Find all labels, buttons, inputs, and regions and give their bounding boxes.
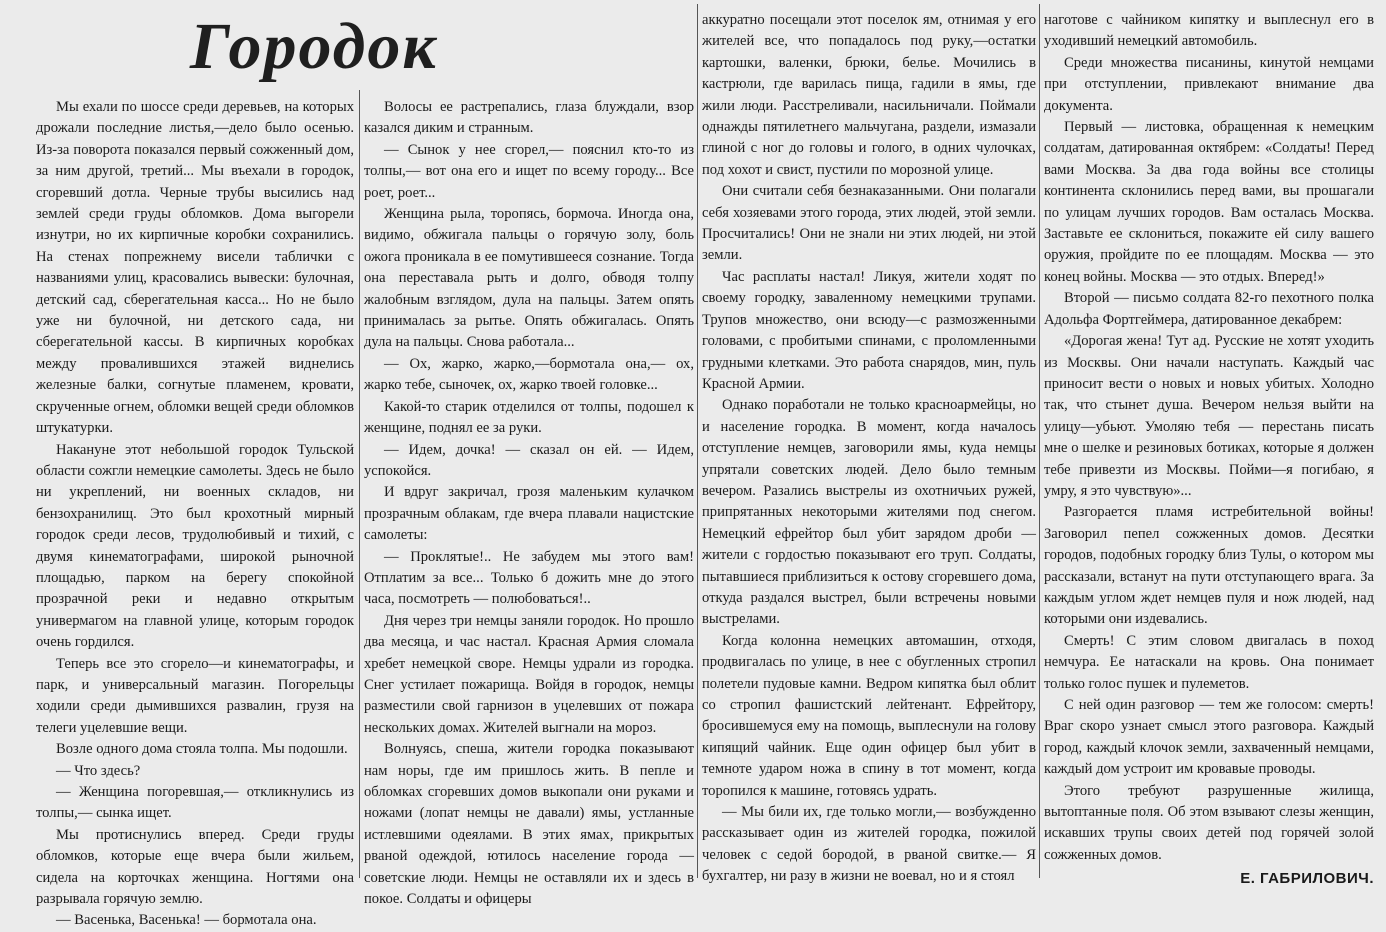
- paragraph: — Что здесь?: [56, 762, 141, 779]
- article-column-1: [36, 0, 354, 929]
- paragraph: Накануне этот небольшой городок Тульской области сожгли немецкие самолеты. Здесь не было ни укреплений, ни военных складов, ни бензохранилищ. Это был крохотный мирный городок среди лесов, трудолюбивый и тихий, с двумя кинематографами, широкой рыночной площадью, парком на берегу спокойной прозрачной реки и недавно открытым универмагом на главной улице, которым городок очень гордился.: [36, 441, 354, 651]
- paragraph: Мы ехали по шоссе среди деревьев, на которых дрожали последние листья,—дело было осенью. Из-за поворота показался первый сожженный дом, за ним другой, третий... Мы въехали в городок, сгоревший дотла. Черные трубы высились над землей среди груды обломков. Дома выгорели изнутри, но их кирпичные коробки сохранились. На стенах попрежнему висели таблички с названиями улиц, красовались вывески: булочная, детский сад, сберегательная касса... Но не было уже ни булочной, ни детского сада, ни сберегательной кассы. В кирпичных коробках между провалившихся этажей виднелись железные балки, согнутые пламенем, кровати, скрученные огнем, обломки вещей среди обломков штукатурки.: [36, 99, 354, 437]
- paragraph: Женщина рыла, торопясь, бормоча. Иногда она, видимо, обжигала пальцы о горячую золу, боль ожога проникала в ее помутившееся сознание. Тогда она переставала рыть и долго, обводя толпу жалобным взглядом, дула на пальцы. Затем опять принималась за рытье. Опять обжигалась. Опять дула на пальцы. Снова работала...: [364, 206, 694, 351]
- paragraph: — Мы били их, где только могли,— возбужденно рассказывает один из жителей городка, пожилой человек с седой бородой, в рваной свитке.— Я бухгалтер, ни разу в жизни не воевал, но и я стоял: [702, 804, 1036, 885]
- author-signature: Е. ГАБРИЛОВИЧ.: [1240, 870, 1374, 888]
- paragraph: аккуратно посещали этот поселок ям, отнимая у его жителей все, что попадалось под руку,—остатки картошки, валенки, брюки, белье. Мочились в кастрюли, где варилась пища, гадили в ямы, где жили люди. Расстреливали, насильничали. Поймали однажды пятилетнего мальчугана, раздели, измазали глиной с ног до головы и голого, в одних чулочках, под хохот и свист, пустили по морозной улице.: [702, 12, 1036, 178]
- paragraph: Разгорается пламя истребительной войны! Заговорил пепел сожженных домов. Десятки городов, подобных городку близ Тулы, о котором мы рассказали, встанут на пути отступающего врага. За каждым углом ждет немцев пуля и нож людей, над которыми они издевались.: [1044, 504, 1374, 628]
- paragraph: Среди множества писанины, кинутой немцами при отступлении, привлекают внимание два документа.: [1044, 54, 1374, 114]
- article-column-3: [702, 0, 1036, 892]
- paragraph: Волнуясь, спеша, жители городка показывают нам норы, где им пришлось жить. В пепле и обломках сгоревших домов выкопали они руками и ножами (лопат немцы не давали) ямы, устланные истлевшими одеялами. В этих ямах, прикрытых рваной одеждой, ютилось население города — советские люди. Немцы не оставляли их и здесь в покое. Солдаты и офицеры: [364, 741, 694, 908]
- paragraph: — Идем, дочка! — сказал он ей. — Идем, успокойся.: [364, 441, 694, 479]
- article-title: Городок: [190, 10, 438, 83]
- column-divider: [359, 90, 360, 878]
- paragraph: Какой-то старик отделился от толпы, подошел к женщине, поднял ее за руки.: [364, 398, 694, 437]
- paragraph: «Дорогая жена! Тут ад. Русские не хотят уходить из Москвы. Они начали наступать. Каждый час приносит вести о новых и новых убитых. Холодно так, что стынет душа. Вечером нельзя выйти на улицу—убьют. Умоляю тебя — перестань писать мне о шелке и резиновых ботиках, которые я должен тебе привезти из Москвы. Пойми—я погибаю, я умру, я это чувствую»...: [1044, 333, 1374, 499]
- paragraph: Они считали себя безнаказанными. Они полагали себя хозяевами этого города, этих людей, этой земли. Просчитались! Они не знали ни этих людей, ни этой земли.: [702, 183, 1036, 264]
- paragraph: Этого требуют разрушенные жилища, вытоптанные поля. Об этом взывают слезы женщин, искавших трупы своих детей под горячей золой сожженных домов.: [1044, 782, 1374, 863]
- paragraph: Второй — письмо солдата 82-го пехотного полка Адольфа Фортгеймера, датированное декабрем:: [1044, 290, 1374, 328]
- paragraph: — Женщина погоревшая,— откликнулись из толпы,— сынка ищет.: [36, 784, 354, 822]
- article-column-4: [1044, 0, 1374, 892]
- paragraph: — Ох, жарко, жарко,—бормотала она,— ох, жарко тебе, сыночек, ох, жарко твоей головке...: [364, 355, 694, 394]
- paragraph: И вдруг закричал, грозя маленьким кулачком прозрачным облакам, где вчера плавали нацистские самолеты:: [364, 484, 694, 544]
- column-divider: [697, 4, 698, 878]
- paragraph: С ней один разговор — тем же голосом: смерть! Враг скоро узнает смысл этого разговора. Каждый город, каждый клочок земли, захваченный немцами, каждый дом устроит им кровавые проводы.: [1044, 697, 1374, 778]
- paragraph: Час расплаты настал! Ликуя, жители ходят по своему городку, заваленному немецкими трупами. Трупов множество, они всюду—с размозженными головами, с пробитыми спинами, с проломленными грудными клетками. Это работа снарядов, мин, пуль Красной Армии.: [702, 268, 1036, 392]
- paragraph: Дня через три немцы заняли городок. Но прошло два месяца, и час настал. Красная Армия сломала хребет немецкой своре. Немцы удрали из городка. Снег устилает пожарища. Войдя в городок, немцы разместили свой гарнизон в уцелевших от пожара нескольких домах. Жителей выгнали на мороз.: [364, 612, 694, 736]
- paragraph: Возле одного дома стояла толпа. Мы подошли.: [56, 741, 348, 758]
- paragraph: Когда колонна немецких автомашин, отходя, продвигалась по улице, в нее с обугленных стропил полетели пудовые камни. Ведром кипятка был облит со стропил фашистский лейтенант. Ефрейтору, бросившемуся ему на помощь, выплеснули на голову кипящий чайник. Еще один офицер был убит в темноте ударом ножа в спину в тот момент, когда торопился к машине, готовясь удрать.: [702, 632, 1036, 799]
- paragraph: наготове с чайником кипятку и выплеснул его в уходивший немецкий автомобиль.: [1044, 12, 1374, 50]
- paragraph: Первый — листовка, обращенная к немецким солдатам, датированная октябрем: «Солдаты! Перед вами Москва. За два года войны все столицы континента склонились перед вами, вы прошагали по улицам лучших городов. Вам осталась Москва. Заставьте ее склониться, покажите ей силу вашего оружия, пройдите по ее площадям. Москва — это конец войны. Москва — это отдых. Вперед!»: [1044, 119, 1374, 285]
- paragraph: — Сынок у нее сгорел,— пояснил кто-то из толпы,— вот она его и ищет по всему городу... Все роет, роет...: [364, 141, 694, 201]
- paragraph: — Васенька, Васенька! — бормотала она.: [56, 912, 317, 929]
- paragraph: Мы протиснулись вперед. Среди груды обломков, которые еще вчера были жильем, сидела на корточках женщина. Ногтями она разрывала горячую землю.: [36, 826, 354, 908]
- paragraph: Смерть! С этим словом двигалась в поход немчура. Ее натаскали на кровь. Она понимает только голос пушек и пулеметов.: [1044, 632, 1374, 692]
- paragraph: — Проклятые!.. Не забудем мы этого вам! Отплатим за все... Только б дожить мне до этого часа, посмотреть — полюбоваться!..: [364, 548, 694, 608]
- paragraph: Теперь все это сгорело—и кинематографы, и парк, и универсальный магазин. Погорельцы ходили среди дымившихся развалин, грузя на телеги уцелевшие вещи.: [36, 655, 354, 736]
- paragraph: Волосы ее растрепались, глаза блуждали, взор казался диким и странным.: [364, 99, 694, 137]
- column-divider: [1039, 4, 1040, 878]
- article-column-2: [364, 0, 694, 908]
- paragraph: Однако поработали не только красноармейцы, но и население городка. В момент, когда началось отступление немцев, заговорили ямы, куда немцы упрятали советских людей. Дело было темным вечером. Разались выстрелы из охотничьих ружей, припрятанных некоторыми жителями под снегом. Немецкий ефрейтор был убит зарядом дроби — жители с гордостью показывают его труп. Солдаты, пытавшиеся приблизиться к остову сгоревшего дома, откуда раздался выстрел, были встречены новыми выстрелами.: [702, 397, 1036, 628]
